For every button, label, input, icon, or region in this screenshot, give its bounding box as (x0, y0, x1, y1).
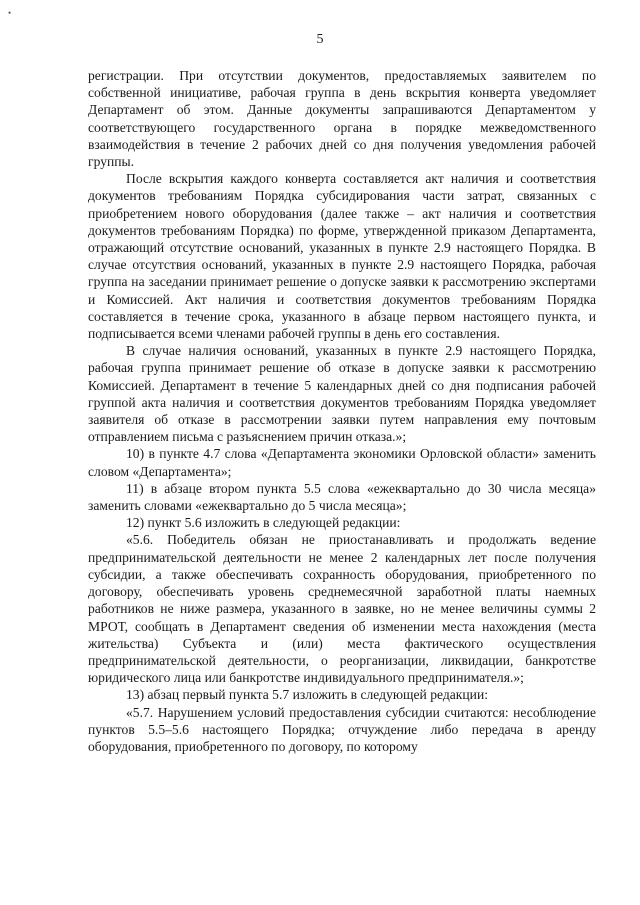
paragraph-8: 13) абзац первый пункта 5.7 изложить в следующей редакции: (126, 687, 489, 703)
scan-corner-mark: • (8, 8, 12, 18)
paragraph-1: регистрации. При отсутствии документов, предоставляемых заявителем по собственной инициативе, рабочая группа в день вскрытия конверта уведомляет Департамент об этом. Данные документы запрашиваются Департаментом у соответствующего государственного органа в порядке межведомственного взаимодействия в течение 2 рабочих дней со дня получения уведомления рабочей группы. (88, 68, 596, 170)
paragraph-6: 12) пункт 5.6 изложить в следующей редакции: (126, 515, 401, 531)
document-body (88, 67, 596, 755)
page-number: 5 (316, 32, 324, 47)
paragraph-5: 11) в абзаце втором пункта 5.5 слова «ежеквартально до 30 числа месяца» заменить словами «ежеквартально до 5 числа месяца»; (88, 480, 596, 514)
paragraph-2: После вскрытия каждого конверта составляется акт наличия и соответствия документов требованиям Порядка субсидирования части затрат, связанных с приобретением нового оборудования (далее также – акт наличия и соответствия документов требованиям Порядка) по форме, утвержденной приказом Департамента, отражающий отсутствие оснований, указанных в пункте 2.9 настоящего Порядка. В случае отсутствия оснований, указанных в пункте 2.9 настоящего Порядка, рабочая группа на заседании принимает решение о допуске заявки к рассмотрению экспертами и Комиссией. Акт наличия и соответствия документов требованиям Порядка составляется в течение срока, указанного в абзаце первом настоящего пункта, и подписывается всеми членами рабочей группы в день его составления. (88, 171, 596, 342)
paragraph-9: «5.7. Нарушением условий предоставления субсидии считаются: несоблюдение пунктов 5.5–5.6 настоящего Порядка; отчуждение либо передача в аренду оборудования, приобретенного по договору, по которому (88, 704, 596, 754)
paragraph-7: «5.6. Победитель обязан не приостанавливать и продолжать ведение предпринимательской деятельности не менее 2 календарных лет после получения субсидии, а также обеспечивать сохранность оборудования, приобретенного по договору, обеспечивать уровень среднемесячной заработной платы наемных работников не ниже размера, указанного в заявке, но не менее величины суммы 2 МРОТ, сообщать в Департамент сведения об изменении места нахождения (места жительства) Субъекта и (или) места фактического осуществления предпринимательской деятельности, о реорганизации, ликвидации, банкротстве юридического лица или банкротстве индивидуального предпринимателя.»; (88, 532, 596, 686)
paragraph-4: 10) в пункте 4.7 слова «Департамента экономики Орловской области» заменить словом «Департамента»; (88, 446, 596, 479)
paragraph-3: В случае наличия оснований, указанных в пункте 2.9 настоящего Порядка, рабочая группа принимает решение об отказе в допуске заявки к рассмотрению Комиссией. Департамент в течение 5 календарных дней со дня подписания рабочей группой акта наличия и соответствия документов требованиям Порядка уведомляет заявителя об отказе в рассмотрении заявки путем направления ему почтовым отправлением письма с разъяснением причин отказа.»; (88, 343, 596, 445)
